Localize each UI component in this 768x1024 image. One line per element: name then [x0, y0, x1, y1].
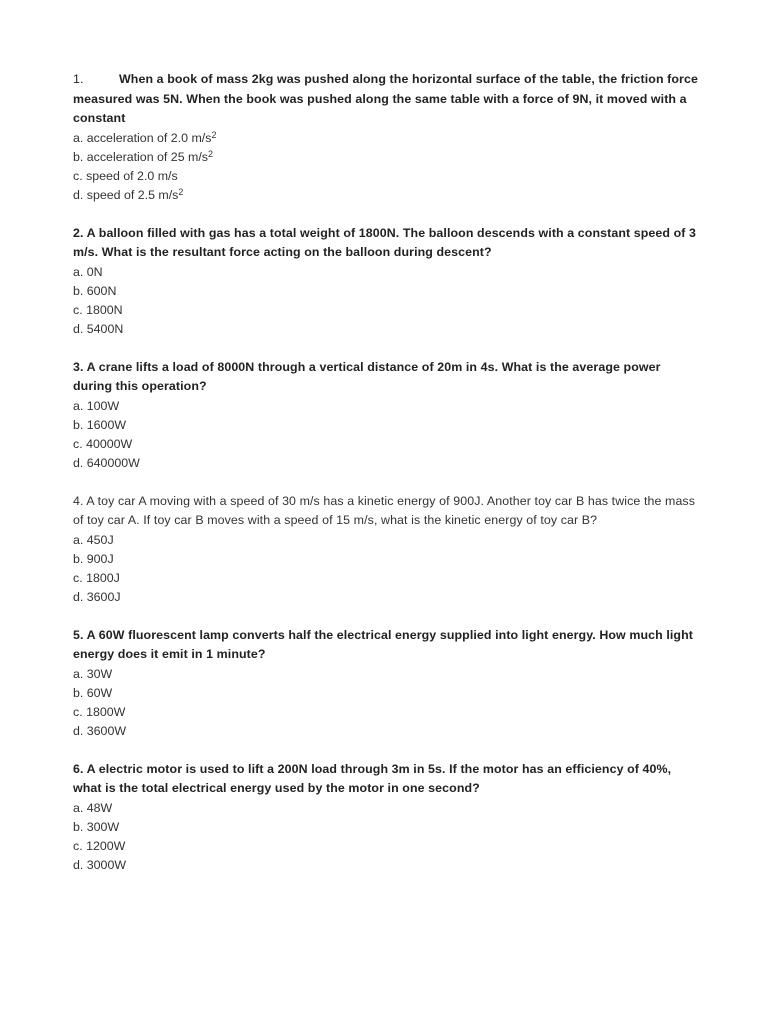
answer-option: c. 1200W: [73, 838, 126, 853]
answer-option: a. acceleration of 2.0 $m/s^2$: [73, 129, 217, 145]
answer-option: d. 3600J: [73, 589, 121, 604]
answer-option: d. 640000W: [73, 455, 140, 470]
answer-option: a. 100W: [73, 398, 120, 413]
superscript: 2: [178, 186, 184, 197]
answer-option: a. 450J: [73, 532, 114, 547]
question-number: 5.: [73, 627, 84, 642]
answer-option: c. 1800W: [73, 704, 126, 719]
answer-options: [73, 263, 703, 339]
answer-option: a. 48W: [73, 800, 113, 815]
answer-option: c. 1800J: [73, 570, 120, 585]
answer-option: b. 600N: [73, 283, 117, 298]
question-stem: [73, 760, 703, 799]
question-number: 2.: [73, 225, 84, 240]
question-text: A 60W fluorescent lamp converts half the electrical energy supplied into light energy. How much light energy does it emit in 1 minute?: [73, 627, 693, 661]
question-5: [73, 626, 703, 741]
question-stem: [73, 70, 703, 129]
question-text: A electric motor is used to lift a 200N load through 3m in 5s. If the motor has an efficiency of 40%, what is the total electrical energy used by the motor in one second?: [73, 761, 672, 795]
question-number: 1.: [73, 72, 84, 86]
question-text: A balloon filled with gas has a total weight of 1800N. The balloon descends with a constant speed of 3 m/s. What is the resultant force acting on the balloon during descent?: [73, 225, 697, 259]
answer-options: [73, 799, 703, 875]
answer-option: b. 900J: [73, 551, 114, 566]
superscript: 2: [208, 148, 214, 159]
question-text: A toy car A moving with a speed of 30 m/s has a kinetic energy of 900J. Another toy car B has twice the mass of toy car A. If toy car B moves with a speed of 15 m/s, what is the kinetic energy of toy car B?: [73, 493, 696, 527]
answer-option: c. speed of 2.0 m/s: [73, 168, 178, 183]
question-3: [73, 358, 703, 473]
answer-options: [73, 397, 703, 473]
question-stem: [73, 358, 703, 397]
question-stem: [73, 224, 703, 263]
answer-option: d. speed of 2.5 $m/s^2$: [73, 186, 184, 202]
question-6: [73, 760, 703, 875]
answer-option: d. 3600W: [73, 723, 127, 738]
question-stem: [73, 626, 703, 665]
question-number: 6.: [73, 761, 84, 776]
answer-option: c. 40000W: [73, 436, 133, 451]
question-text: When a book of mass 2kg was pushed along the horizontal surface of the table, the friction force measured was 5N. When the book was pushed along the same table with a force of 9N, it moved with a constant: [73, 72, 698, 125]
answer-option: d. 5400N: [73, 321, 124, 336]
question-text: A crane lifts a load of 8000N through a vertical distance of 20m in 4s. What is the average power during this operation?: [73, 359, 661, 393]
question-1: [73, 70, 703, 205]
answer-option: b. 60W: [73, 685, 113, 700]
answer-option: d. 3000W: [73, 857, 127, 872]
document-page: [73, 70, 703, 894]
question-stem: [73, 492, 703, 531]
answer-options: [73, 531, 703, 607]
answer-option: b. 1600W: [73, 417, 127, 432]
question-number: 4.: [73, 493, 84, 508]
superscript: 2: [211, 129, 217, 140]
answer-option: c. 1800N: [73, 302, 123, 317]
answer-option: b. 300W: [73, 819, 120, 834]
answer-options: [73, 129, 703, 205]
answer-option: a. 0N: [73, 264, 103, 279]
question-2: [73, 224, 703, 339]
answer-options: [73, 665, 703, 741]
answer-option: b. acceleration of 25 $m/s^2$: [73, 148, 214, 164]
answer-option: a. 30W: [73, 666, 113, 681]
question-number: 3.: [73, 359, 84, 374]
question-4: [73, 492, 703, 607]
